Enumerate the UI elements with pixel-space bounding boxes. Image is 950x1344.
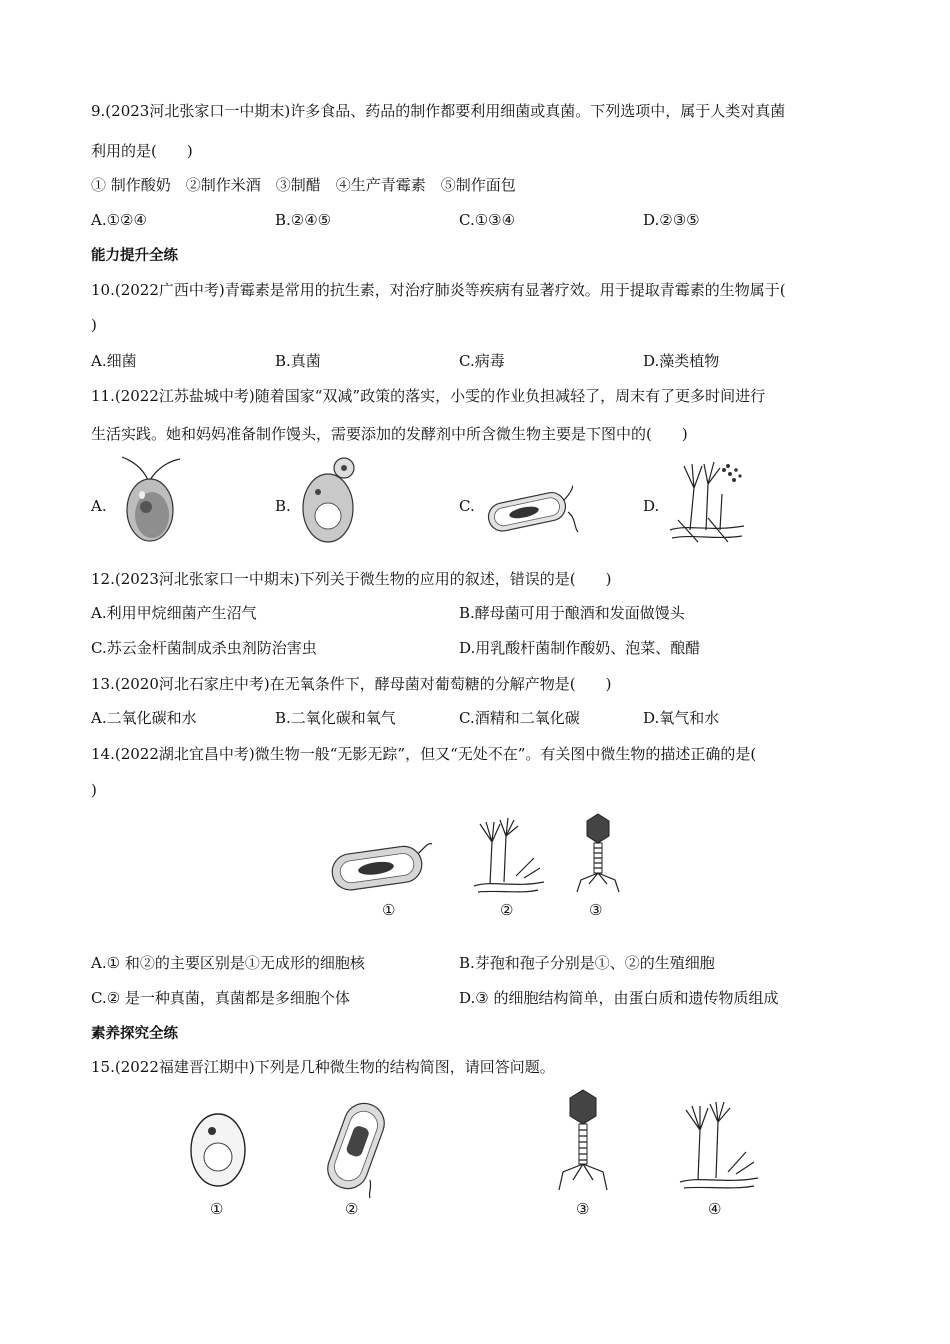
q11-stem-line2: 生活实践。她和妈妈准备制作馒头，需要添加的发酵剂中所含微生物主要是下图中的( ) (91, 425, 688, 443)
q14-label-2: ② (500, 901, 514, 919)
q15-label-2: ② (345, 1200, 359, 1218)
q14-stem-line2: ) (91, 781, 97, 799)
q9-stem-line1: 9.(2023河北张家口一中期末)许多食品、药品的制作都要利用细菌或真菌。下列选项中，属于人类对真菌 (91, 102, 786, 120)
q14-label-3: ③ (589, 901, 603, 919)
q12-stem: 12.(2023河北张家口一中期末)下列关于微生物的应用的叙述，错误的是( ) (91, 570, 612, 588)
q11-option-c: C. (459, 497, 475, 515)
q10-option-c: C.病毒 (459, 352, 505, 370)
q12-option-a: A.利用甲烷细菌产生沼气 (91, 604, 257, 622)
q9-option-b: B.②④⑤ (275, 211, 332, 229)
q10-option-d: D.藻类植物 (643, 352, 720, 370)
q11-option-a: A. (91, 497, 107, 515)
q15-label-4: ④ (708, 1200, 722, 1218)
q15-yeast-figure (188, 1111, 248, 1189)
q9-option-c: C.①③④ (459, 211, 516, 229)
q10-option-b: B.真菌 (275, 352, 321, 370)
q14-option-c: C.② 是一种真菌，真菌都是多细胞个体 (91, 989, 350, 1007)
q14-option-d: D.③ 的细胞结构简单，由蛋白质和遗传物质组成 (459, 989, 779, 1007)
yeast-figure (298, 456, 363, 546)
q10-option-a: A.细菌 (91, 352, 137, 370)
bacterium-figure (484, 488, 584, 536)
q12-option-d: D.用乳酸杆菌制作酸奶、泡菜、酿醋 (459, 639, 701, 657)
section-heading-literacy: 素养探究全练 (91, 1026, 178, 1042)
q10-stem-line1: 10.(2022广西中考)青霉素是常用的抗生素，对治疗肺炎等疾病有显著疗效。用于提取青霉素的生物属于( (91, 281, 786, 299)
q15-stem: 15.(2022福建晋江期中)下列是几种微生物的结构简图，请回答问题。 (91, 1058, 555, 1076)
q15-bacteriophage-figure (555, 1088, 611, 1192)
q14-mold-figure (468, 818, 548, 896)
q14-bacteriophage-figure (573, 812, 623, 894)
q11-option-b: B. (275, 497, 291, 515)
q12-option-c: C.苏云金杆菌制成杀虫剂防治害虫 (91, 639, 317, 657)
q14-option-b: B.芽孢和孢子分别是①、②的生殖细胞 (459, 954, 715, 972)
q14-option-a: A.① 和②的主要区别是①无成形的细胞核 (91, 954, 365, 972)
q9-stem-line2: 利用的是( ) (91, 142, 193, 160)
q15-bacterium-figure (326, 1098, 386, 1198)
q11-stem-line1: 11.(2022江苏盐城中考)随着国家“双减”政策的落实，小雯的作业负担减轻了，周末有了更多时间进行 (91, 387, 766, 405)
penicillium-figure (668, 460, 746, 544)
q15-label-1: ① (210, 1200, 224, 1218)
q9-option-d: D.②③⑤ (643, 211, 700, 229)
q9-option-a: A.①②④ (91, 211, 147, 229)
q10-stem-line2: ) (91, 316, 97, 334)
q11-option-d: D. (643, 497, 660, 515)
q12-option-b: B.酵母菌可用于酿酒和发面做馒头 (459, 604, 685, 622)
q14-stem-line1: 14.(2022湖北宜昌中考)微生物一般“无影无踪”，但又“无处不在”。有关图中微生物的描述正确的是( (91, 745, 757, 763)
q13-option-a: A.二氧化碳和水 (91, 709, 197, 727)
chlamydomonas-figure (112, 455, 187, 543)
q13-option-b: B.二氧化碳和氧气 (275, 709, 396, 727)
q14-label-1: ① (382, 901, 396, 919)
q15-mold-figure (676, 1100, 762, 1192)
q13-stem: 13.(2020河北石家庄中考)在无氧条件下，酵母菌对葡萄糖的分解产物是( ) (91, 675, 612, 693)
q13-option-c: C.酒精和二氧化碳 (459, 709, 580, 727)
q9-items: ① 制作酸奶 ②制作米酒 ③制醋 ④生产青霉素 ⑤制作面包 (91, 176, 516, 194)
q14-bacterium-figure (328, 838, 438, 894)
q13-option-d: D.氧气和水 (643, 709, 720, 727)
q15-label-3: ③ (576, 1200, 590, 1218)
section-heading-ability: 能力提升全练 (91, 248, 178, 264)
